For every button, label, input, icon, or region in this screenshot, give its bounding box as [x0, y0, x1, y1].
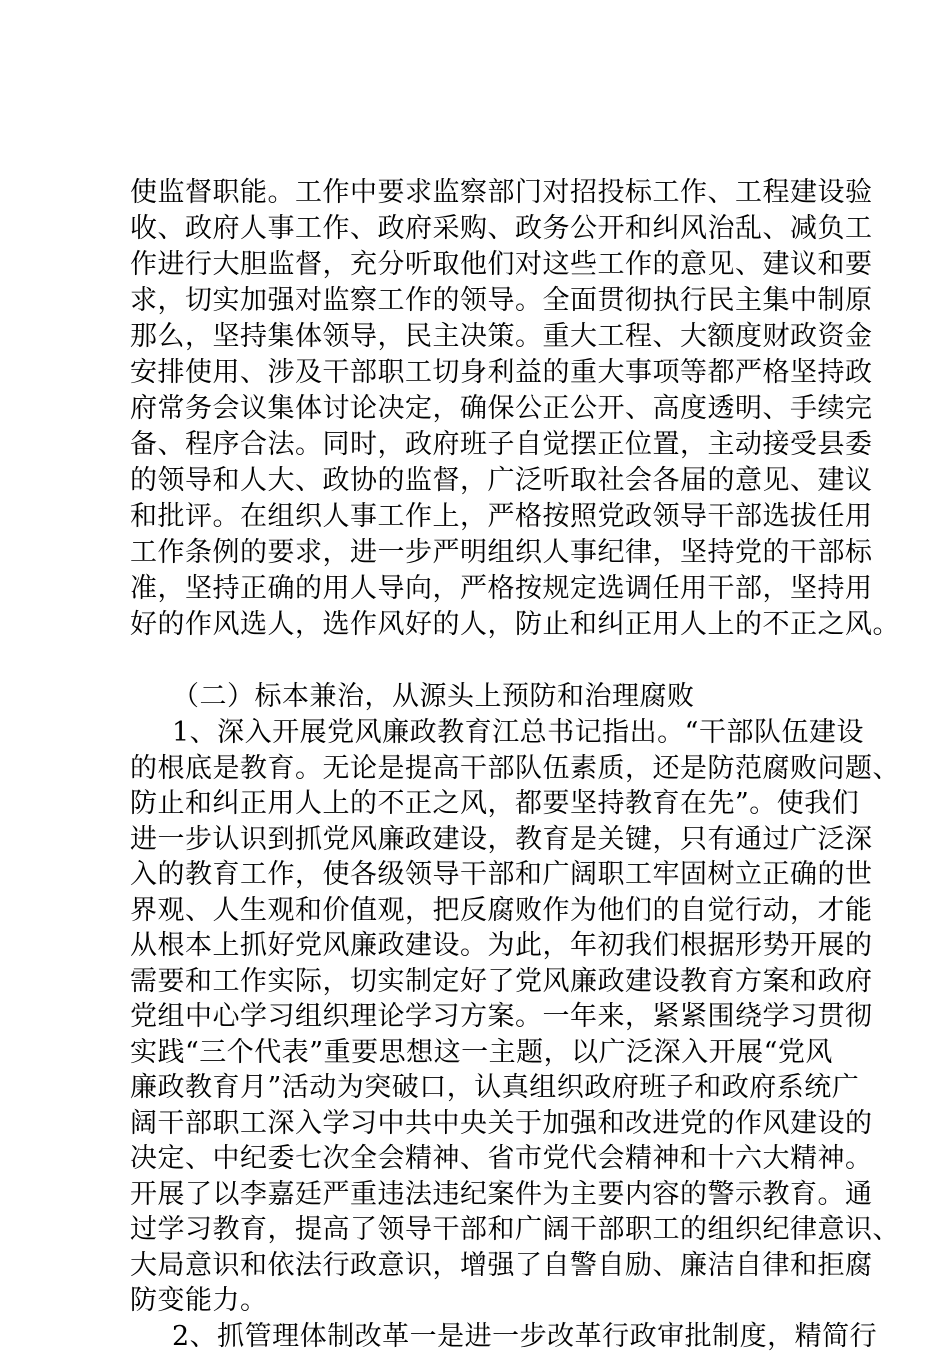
- text-line: 实践“三个代表”重要思想这一主题，以广泛深入开展“党风: [130, 1036, 833, 1068]
- text-line: 的根底是教育。无论是提高干部队伍素质，还是防范腐败问题、: [130, 752, 900, 784]
- text-line: 决定、中纪委七次全会精神、省市党代会精神和十六大精神。: [130, 1143, 873, 1174]
- text-line: 防变能力。: [130, 1285, 268, 1316]
- section-heading: （二）标本兼治，从源头上预防和治理腐败: [172, 681, 695, 712]
- text-line: 安排使用、涉及干部职工切身利益的重大事项等都严格坚持政: [130, 357, 873, 388]
- text-line: 收、政府人事工作、政府采购、政务公开和纠风治乱、减负工: [130, 213, 873, 244]
- text-line: 阔干部职工深入学习中共中央关于加强和改进党的作风建设的: [130, 1107, 873, 1139]
- text-line: 大局意识和依法行政意识，增强了自警自励、廉洁自律和拒腐: [130, 1249, 873, 1281]
- text-line: 1、深入开展党风廉政教育江总书记指出。“干部队伍建设: [172, 717, 864, 748]
- text-line: 党组中心学习组织理论学习方案。一年来，紧紧围绕学习贯彻: [130, 1001, 873, 1032]
- text-line: 工作条例的要求，进一步严明组织人事纪律，坚持党的干部标: [130, 537, 873, 568]
- text-line: 界观、人生观和价值观，把反腐败作为他们的自觉行动，才能: [130, 894, 873, 926]
- text-line: 过学习教育，提高了领导干部和广阔干部职工的组织纪律意识、: [130, 1214, 900, 1245]
- text-line: 使监督职能。工作中要求监察部门对招投标工作、工程建设验: [130, 177, 873, 208]
- text-line: 从根本上抓好党风廉政建设。为此，年初我们根据形势开展的: [130, 930, 873, 961]
- text-line: 需要和工作实际，切实制定好了党风廉政建设教育方案和政府: [130, 965, 873, 997]
- text-line: 准，坚持正确的用人导向，严格按规定选调任用干部，坚持用: [130, 573, 873, 604]
- text-line: 廉政教育月”活动为突破口，认真组织政府班子和政府系统广: [130, 1072, 860, 1103]
- text-line: 入的教育工作，使各级领导干部和广阔职工牢固树立正确的世: [130, 859, 873, 890]
- text-line: 备、程序合法。同时，政府班子自觉摆正位置，主动接受县委: [130, 429, 873, 460]
- text-line: 防止和纠正用人上的不正之风，都要坚持教育在先”。使我们: [130, 788, 860, 819]
- text-line: 求，切实加强对监察工作的领导。全面贯彻执行民主集中制原: [130, 285, 873, 316]
- text-line: 那么，坚持集体领导，民主决策。重大工程、大额度财政资金: [130, 321, 873, 352]
- text-line: 府常务会议集体讨论决定，确保公正公开、高度透明、手续完: [130, 393, 873, 424]
- text-line: 的领导和人大、政协的监督，广泛听取社会各届的意见、建议: [130, 465, 873, 496]
- text-line: 2、抓管理体制改革一是进一步改革行政审批制度，精简行: [172, 1320, 878, 1352]
- text-line: 和批评。在组织人事工作上，严格按照党政领导干部选拔任用: [130, 501, 873, 532]
- text-line: 好的作风选人，选作风好的人，防止和纠正用人上的不正之风。: [130, 609, 900, 640]
- text-line: 作进行大胆监督，充分听取他们对这些工作的意见、建议和要: [130, 249, 873, 280]
- text-line: 进一步认识到抓党风廉政建设，教育是关键，只有通过广泛深: [130, 823, 873, 855]
- text-line: 开展了以李嘉廷严重违法违纪案件为主要内容的警示教育。通: [130, 1178, 873, 1210]
